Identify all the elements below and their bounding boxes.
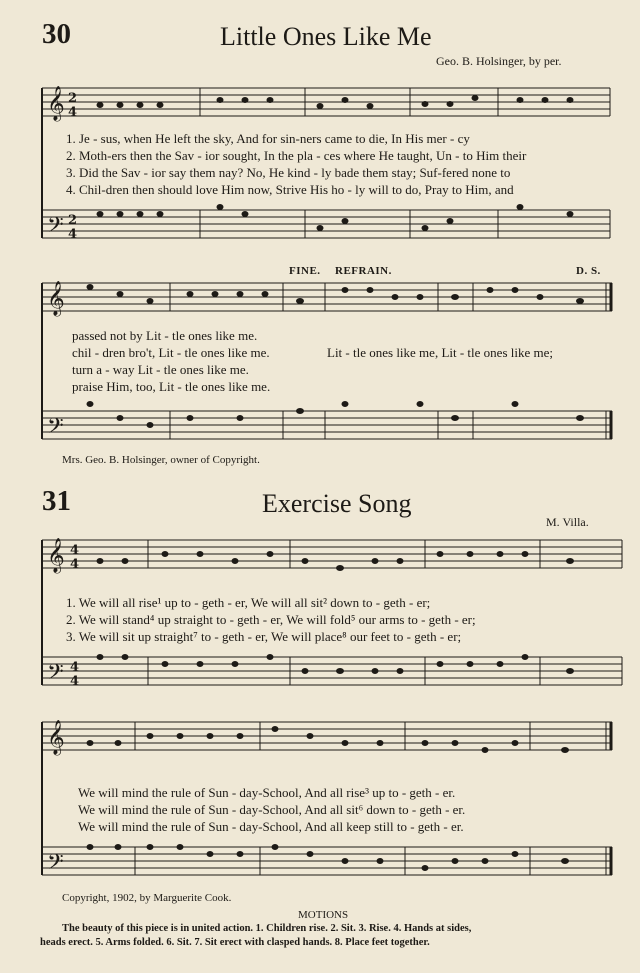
svg-text:𝄢: 𝄢 xyxy=(47,213,64,243)
hymn-author: M. Villa. xyxy=(546,515,589,529)
svg-text:𝄞: 𝄞 xyxy=(47,538,65,573)
hymn-author: Geo. B. Holsinger, by per. xyxy=(436,54,562,68)
hymn31-verse1-line1: 1. We will all rise¹ up to - geth - er, We will all sit² down to - geth - er; xyxy=(66,595,431,610)
hymn30-verse3-line2: turn a - way Lit - tle ones like me. xyxy=(72,362,249,377)
hymn30-verse2-line1: 2. Moth-ers then the Sav - ior sought, In the pla - ces where He taught, Un - to Him their xyxy=(66,148,527,163)
hymn30-verse3-line1: 3. Did the Sav - ior say them nay? No, He kind - ly bade them stay; Suf-fered none to xyxy=(66,165,511,180)
svg-text:4: 4 xyxy=(70,674,80,689)
svg-text:4: 4 xyxy=(68,105,78,120)
hymn30-verse4-line2: praise Him, too, Lit - tle ones like me. xyxy=(72,379,271,394)
svg-text:4: 4 xyxy=(68,227,78,242)
svg-text:𝄢: 𝄢 xyxy=(47,660,64,690)
svg-text:4: 4 xyxy=(70,543,80,558)
hymn-number: 31 xyxy=(42,485,71,517)
hymn-number: 30 xyxy=(42,18,71,50)
svg-text:2: 2 xyxy=(68,91,78,106)
hymn30-verse2-line2: chil - dren bro't, Lit - tle ones like me. xyxy=(72,345,270,360)
svg-text:𝄞: 𝄞 xyxy=(47,86,65,121)
hymn30-copyright: Mrs. Geo. B. Holsinger, owner of Copyright. xyxy=(62,454,260,466)
fine-marking: FINE. xyxy=(289,265,321,277)
hymn30-verse1-line2: passed not by Lit - tle ones like me. xyxy=(72,328,258,343)
hymn31-verse1-line2: We will mind the rule of Sun - day-School, And all rise³ up to - geth - er. xyxy=(78,785,456,800)
svg-text:𝄢: 𝄢 xyxy=(47,850,64,880)
hymn31-verse2-line1: 2. We will stand⁴ up straight to - geth - er, We will fold⁵ our arms to - geth - er; xyxy=(66,612,476,627)
ds-marking: D. S. xyxy=(576,265,601,277)
hymn30-verse1-line1: 1. Je - sus, when He left the sky, And for sin-ners came to die, In His mer - cy xyxy=(66,131,470,146)
hymn31-copyright: Copyright, 1902, by Marguerite Cook. xyxy=(62,892,232,904)
svg-text:4: 4 xyxy=(70,660,80,675)
svg-text:4: 4 xyxy=(70,557,80,572)
motions-line2: heads erect. 5. Arms folded. 6. Sit. 7. Sit erect with clasped hands. 8. Place feet together. xyxy=(40,937,430,948)
hymn31-verse3-line1: 3. We will sit up straight⁷ to - geth - er, We will place⁸ our feet to - geth - er; xyxy=(66,629,462,644)
svg-text:2: 2 xyxy=(68,213,78,228)
hymn31-verse2-line2: We will mind the rule of Sun - day-School, And all sit⁶ down to - geth - er. xyxy=(78,802,466,817)
svg-text:𝄞: 𝄞 xyxy=(47,720,65,755)
motions-line1: The beauty of this piece is in united action. 1. Children rise. 2. Sit. 3. Rise. 4. Hands at sides, xyxy=(62,923,472,934)
hymn-title: Little Ones Like Me xyxy=(220,22,432,51)
refrain-marking: REFRAIN. xyxy=(335,265,392,277)
hymn-title: Exercise Song xyxy=(262,489,412,518)
svg-text:𝄞: 𝄞 xyxy=(47,281,65,316)
motions-heading: MOTIONS xyxy=(298,909,349,921)
hymn31-verse3-line2: We will mind the rule of Sun - day-School, And all keep still to - geth - er. xyxy=(78,819,464,834)
hymn30-verse4-line1: 4. Chil-dren then should love Him now, Strive His ho - ly will to do, Pray to Him, and xyxy=(66,182,514,197)
hymn30-refrain-text: Lit - tle ones like me, Lit - tle ones like me; xyxy=(327,345,553,360)
svg-text:𝄢: 𝄢 xyxy=(47,414,64,444)
